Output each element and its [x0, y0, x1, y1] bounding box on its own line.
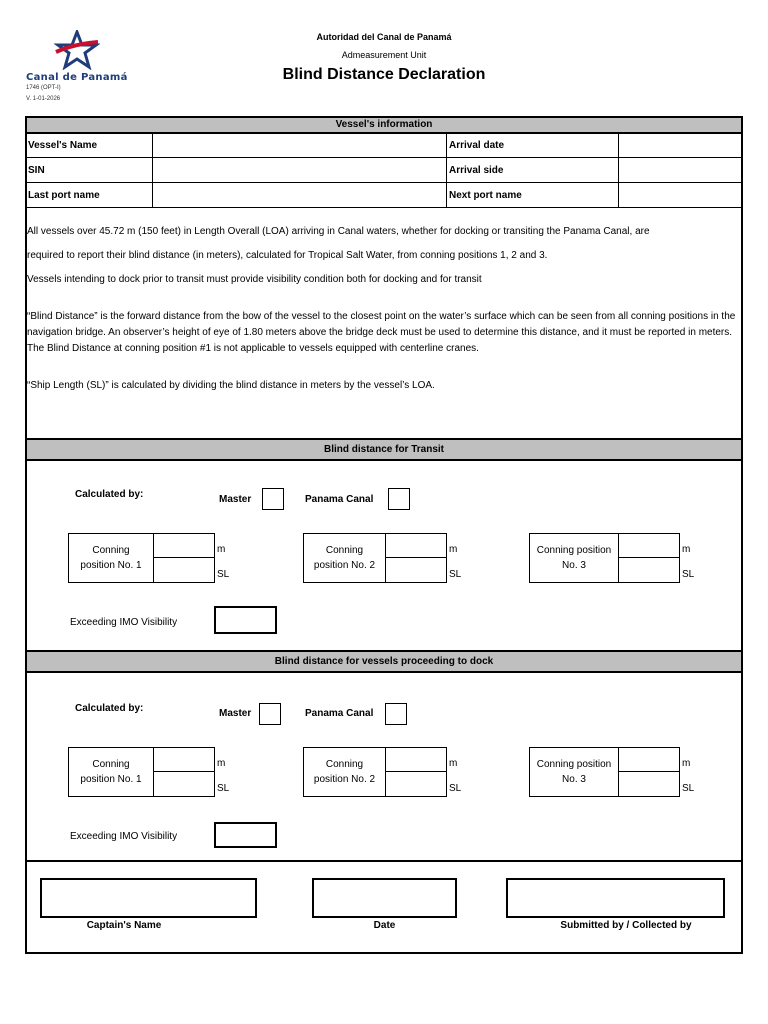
unit-name: Admeasurement Unit: [341, 50, 427, 60]
dock-cp3-label: Conning position No. 3: [529, 747, 619, 797]
form-version: V. 1-01-2026: [26, 96, 61, 102]
dock-cp2-m-unit: m: [449, 758, 458, 769]
dock-exceeding-input[interactable]: [214, 822, 277, 848]
transit-panama-checkbox[interactable]: [388, 488, 410, 510]
transit-cp3-label: Conning position No. 3: [529, 533, 619, 583]
dock-cp3-sl-unit: SL: [682, 783, 695, 794]
arrival-date-field[interactable]: [618, 133, 743, 158]
date-input[interactable]: [312, 878, 457, 918]
transit-cp1-m-unit: m: [217, 544, 226, 555]
transit-cp2-m-unit: m: [449, 544, 458, 555]
transit-exceeding-label: Exceeding IMO Visibility: [70, 617, 178, 628]
transit-cp1-label: Conning position No. 1: [68, 533, 154, 583]
dock-cp2-m-input[interactable]: [385, 747, 447, 772]
transit-cp1-sl-input[interactable]: [153, 557, 215, 583]
dock-cp3-sl-input[interactable]: [618, 771, 680, 797]
dock-cp1-label: Conning position No. 1: [68, 747, 154, 797]
transit-cp1-m-input[interactable]: [153, 533, 215, 558]
transit-cp3-sl-input[interactable]: [618, 557, 680, 583]
instruction-p4: “Blind Distance” is the forward distance from the bow of the vessel to the closest point on the water’s surface which can be seen from all conning positions in the navigation bridge. An observer’s height of eye of 1.80 meters above the bridge deck must be used to determine this distance, and it must be reported in meters. The Blind Distance at conning position #1 is not applicable to vessels equipped with centerline cranes.: [27, 311, 736, 354]
submitted-by-label: Submitted by / Collected by: [560, 920, 692, 931]
arrival-side-label: Arrival side: [446, 157, 619, 183]
transit-cp2-sl-unit: SL: [449, 569, 462, 580]
dock-cp2-label: Conning position No. 2: [303, 747, 386, 797]
dock-header: Blind distance for vessels proceeding to dock: [25, 650, 743, 673]
transit-calculated-by: Calculated by:: [75, 489, 144, 500]
transit-cp3-m-unit: m: [682, 544, 691, 555]
last-port-label: Last port name: [25, 182, 153, 208]
captain-name-input[interactable]: [40, 878, 257, 918]
dock-panama-label: Panama Canal: [305, 708, 374, 719]
captain-name-label: Captain's Name: [86, 920, 162, 931]
dock-cp2-sl-unit: SL: [449, 783, 462, 794]
next-port-field[interactable]: [618, 182, 743, 208]
dock-master-label: Master: [219, 708, 252, 719]
dock-exceeding-label: Exceeding IMO Visibility: [70, 831, 178, 842]
dock-cp1-sl-unit: SL: [217, 783, 230, 794]
transit-master-label: Master: [219, 494, 252, 505]
dock-cp3-m-input[interactable]: [618, 747, 680, 772]
instruction-p2: required to report their blind distance (in meters), calculated for Tropical Salt Water, from conning positions 1, 2 and 3.: [27, 250, 548, 261]
transit-exceeding-input[interactable]: [214, 606, 277, 634]
transit-cp2-sl-input[interactable]: [385, 557, 447, 583]
submitted-by-input[interactable]: [506, 878, 725, 918]
dock-cp1-sl-input[interactable]: [153, 771, 215, 797]
sin-label: SIN: [25, 157, 153, 183]
date-label: Date: [373, 920, 396, 931]
transit-cp1-sl-unit: SL: [217, 569, 230, 580]
transit-panama-label: Panama Canal: [305, 494, 374, 505]
vessel-name-label: Vessel's Name: [25, 133, 153, 158]
instruction-p3: Vessels intending to dock prior to transit must provide visibility condition both for docking and for transit: [27, 274, 482, 285]
transit-header: Blind distance for Transit: [25, 438, 743, 461]
sin-field[interactable]: [152, 157, 447, 183]
brand-name: Canal de Panamá: [26, 72, 128, 83]
dock-cp2-sl-input[interactable]: [385, 771, 447, 797]
form-code: 1746 (OPT-I): [26, 85, 61, 91]
dock-cp1-m-input[interactable]: [153, 747, 215, 772]
transit-cp3-m-input[interactable]: [618, 533, 680, 558]
page-title: Blind Distance Declaration: [282, 66, 486, 83]
dock-master-checkbox[interactable]: [259, 703, 281, 725]
arrival-side-field[interactable]: [618, 157, 743, 183]
org-name: Autoridad del Canal de Panamá: [316, 32, 452, 42]
arrival-date-label: Arrival date: [446, 133, 619, 158]
signature-divider: [25, 860, 743, 862]
transit-master-checkbox[interactable]: [262, 488, 284, 510]
transit-cp2-label: Conning position No. 2: [303, 533, 386, 583]
dock-cp1-m-unit: m: [217, 758, 226, 769]
transit-cp3-sl-unit: SL: [682, 569, 695, 580]
next-port-label: Next port name: [446, 182, 619, 208]
vessel-name-field[interactable]: [152, 133, 447, 158]
vessel-info-header: Vessel's information: [25, 116, 743, 134]
last-port-field[interactable]: [152, 182, 447, 208]
dock-cp3-m-unit: m: [682, 758, 691, 769]
dock-panama-checkbox[interactable]: [385, 703, 407, 725]
instruction-p5: “Ship Length (SL)” is calculated by dividing the blind distance in meters by the vessel’s LOA.: [27, 380, 435, 391]
transit-cp2-m-input[interactable]: [385, 533, 447, 558]
instruction-p1: All vessels over 45.72 m (150 feet) in Length Overall (LOA) arriving in Canal waters, whether for docking or transiting the Panama Canal, are: [27, 226, 650, 237]
dock-calculated-by: Calculated by:: [75, 703, 144, 714]
